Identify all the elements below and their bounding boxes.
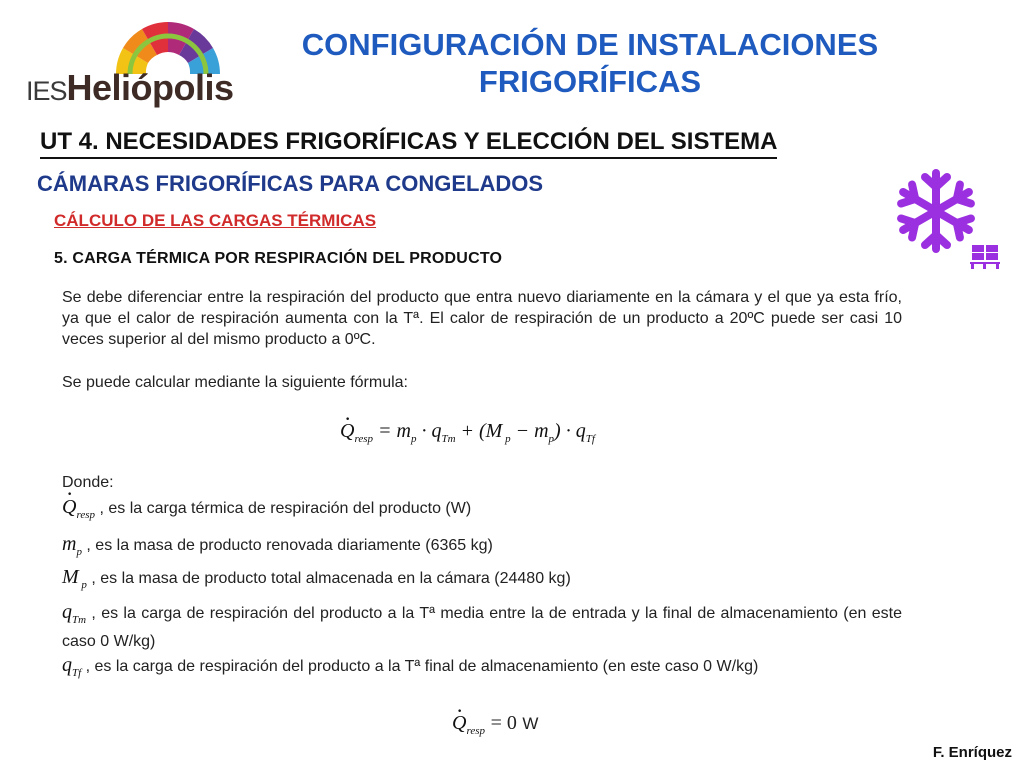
logo-prefix: IES [26, 76, 67, 106]
snowflake-icon [893, 168, 979, 254]
item-title: 5. CARGA TÉRMICA POR RESPIRACIÓN DEL PRODUCTO [54, 250, 503, 267]
symbol-m-p: $m_p$ [62, 533, 82, 558]
section-title: CÁMARAS FRIGORÍFICAS PARA CONGELADOS [37, 171, 543, 196]
definition-row [62, 497, 902, 526]
page-title [300, 26, 880, 100]
symbol-q-resp: · $Q_{resp}$ [62, 496, 95, 518]
unit-title: UT 4. NECESIDADES FRIGORÍFICAS Y ELECCIÓN DEL SISTEMA [40, 128, 777, 159]
page-title-line1: CONFIGURACIÓN DE INSTALACIONES [301, 27, 879, 62]
subsection-title: CÁLCULO DE LAS CARGAS TÉRMICAS [54, 211, 377, 230]
definition-row [62, 655, 902, 684]
definition-text: , es la masa de producto renovada diariamente (6365 kg) [86, 537, 493, 554]
result-value: 0 [506, 712, 517, 734]
formula-intro: Se puede calcular mediante la siguiente fórmula: [62, 374, 408, 391]
symbol-q-Tm: $q_{Tm}$ [62, 601, 87, 626]
definition-row [62, 602, 902, 652]
where-label: Donde: [62, 474, 114, 491]
pallet-boxes-icon [970, 244, 1002, 270]
result-unit: W [522, 714, 539, 733]
author-credit: F. Enríquez [932, 744, 1012, 761]
definition-text: , es la masa de producto total almacenada en la cámara (24480 kg) [91, 570, 571, 587]
definition-text: , es la carga térmica de respiración del producto (W) [99, 500, 472, 517]
definition-row [62, 567, 902, 596]
result-equation: · $Q_{resp} = 0$ W [452, 712, 538, 737]
respiration-formula: · $Q_{resp} = m_p \cdot q_{Tm} + (M$ $_p - m_p) \cdot q_{Tf}$ [340, 420, 595, 445]
definition-text: , es la carga de respiración del producto a la Tª media entre la de entrada y la final de almacenamiento (en este caso 0 W/kg) [62, 605, 902, 650]
symbol-q-Tf: $q_{Tf}$ [62, 654, 82, 679]
definition-text: , es la carga de respiración del producto a la Tª final de almacenamiento (en este caso 0 W/kg) [85, 658, 759, 675]
page-title-line2: FRIGORÍFICAS [478, 64, 702, 99]
logo-wordmark [26, 67, 234, 108]
logo-name: Heliópolis [66, 67, 234, 108]
intro-paragraph: Se debe diferenciar entre la respiración del producto que entra nuevo diariamente en la cámara y el que ya esta frío, ya que el calor de respiración aumenta con la Tª. El calor de respiración de un producto a 20ºC puede ser casi 10 veces superior al del mismo producto a 0ºC. [62, 289, 902, 348]
definition-row [62, 534, 902, 563]
symbol-M-p: M $_p$ [62, 566, 87, 591]
